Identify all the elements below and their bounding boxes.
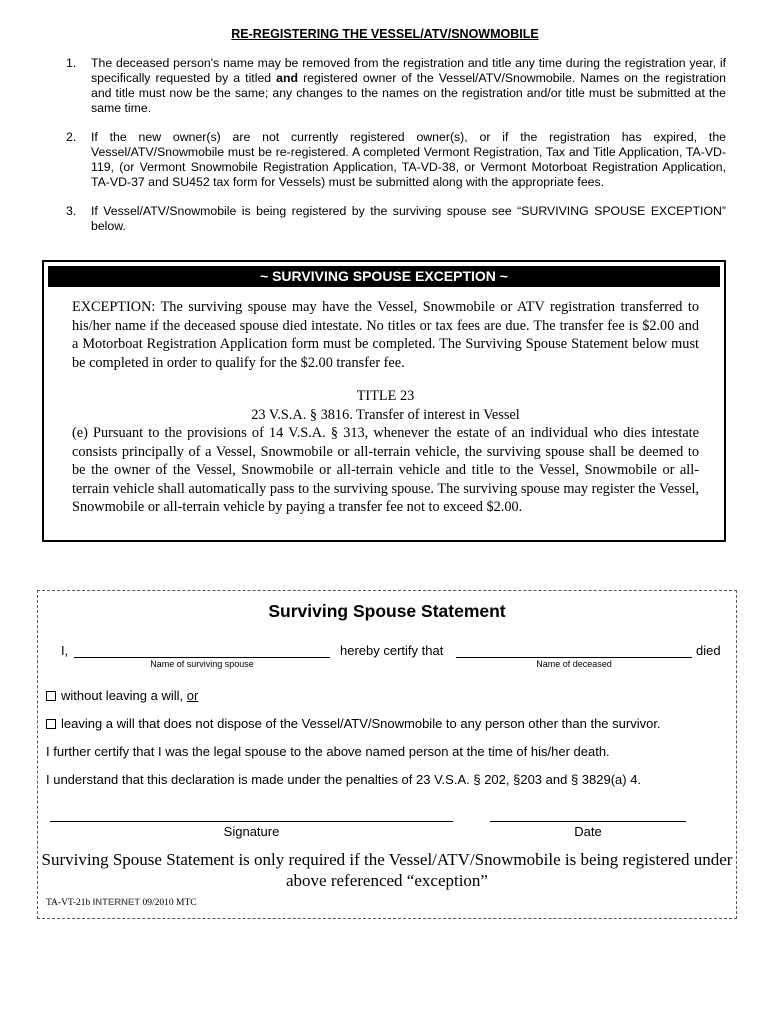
form-number: TA-VT-21b (46, 898, 91, 908)
exception-header: ~ SURVIVING SPOUSE EXCEPTION ~ (48, 266, 720, 287)
date-field[interactable] (490, 821, 686, 822)
list-item (66, 130, 726, 190)
item-text-continued: registered owner of the Vessel/ATV/Snowmobile. Names on the registration and title must now be the same; any changes to the names on the registration and/or title must be submitted at the same time. (91, 71, 726, 115)
item-number: 3. (66, 204, 77, 218)
option-will (46, 716, 661, 731)
instruction-list (66, 56, 726, 248)
item-text-bold: and (276, 71, 299, 85)
statute-block (72, 387, 699, 517)
option-no-will (46, 688, 198, 703)
statement-note: Surviving Spouse Statement is only required if the Vessel/ATV/Snowmobile is being registered under above referenced “exception” (41, 850, 733, 890)
certify-label: hereby certify that (340, 643, 444, 658)
i-label: I, (61, 643, 69, 658)
statute-section: 23 V.S.A. § 3816. Transfer of interest in Vessel (251, 406, 520, 423)
died-label: died (696, 643, 721, 658)
statute-text: (e) Pursuant to the provisions of 14 V.S.A. § 313, whenever the estate of an individual who dies intestate consists principally of a Vessel, Snowmobile or all-terrain vehicle, the surviving spouse shall be deemed to be the owner of the Vessel, Snowmobile or all-terrain vehicle and title to the Vessel, Snowmobile or all-terrain vehicle shall automatically pass to the surviving spouse. The surviving spouse may register the Vessel, Snowmobile or all-terrain vehicle by paying a transfer fee not to exceed $2.00. (72, 425, 699, 515)
will-label: leaving a will that does not dispose of the Vessel/ATV/Snowmobile to any person other than the survivor. (61, 716, 661, 731)
statement-title: Surviving Spouse Statement (268, 601, 506, 621)
form-id (46, 897, 197, 908)
list-item (66, 56, 726, 116)
date-caption: Date (574, 824, 602, 839)
list-item (66, 204, 726, 234)
signature-field[interactable] (50, 821, 453, 822)
deceased-name-field[interactable] (456, 657, 692, 658)
or-label: or (186, 688, 199, 703)
statement-box (37, 590, 737, 919)
item-number: 2. (66, 130, 77, 144)
will-checkbox[interactable] (46, 719, 56, 729)
form-internet-label: INTERNET (92, 897, 141, 908)
penalties-text: I understand that this declaration is made under the penalties of 23 V.S.A. § 202, §203 and § 3829(a) 4. (46, 772, 642, 787)
no-will-checkbox[interactable] (46, 691, 56, 701)
deceased-name-caption: Name of deceased (536, 659, 612, 669)
no-will-label: without leaving a will, (61, 688, 187, 703)
item-number: 1. (66, 56, 77, 70)
item-text: If Vessel/ATV/Snowmobile is being registered by the surviving spouse see “SURVIVING SPOUSE EXCEPTION” below. (91, 204, 726, 233)
statute-title: TITLE 23 (356, 388, 415, 404)
signature-caption: Signature (223, 824, 280, 839)
page-title: RE-REGISTERING THE VESSEL/ATV/SNOWMOBILE (231, 27, 539, 41)
item-text: The deceased person's name may be removed from the registration and title any time during the registration year, if specifically requested by a titled (91, 56, 726, 85)
exception-paragraph: EXCEPTION: The surviving spouse may have the Vessel, Snowmobile or ATV registration transferred to his/her name if the deceased spouse died intestate. No titles or tax fees are due. The transfer fee is $2.00 and a Motorboat Registration Application form must be completed. The Surviving Spouse Statement below must be completed in order to qualify for the $2.00 transfer fee. (72, 299, 699, 371)
spouse-name-caption: Name of surviving spouse (150, 659, 254, 669)
surviving-spouse-name-field[interactable] (74, 657, 330, 658)
further-certify-text: I further certify that I was the legal spouse to the above named person at the time of his/her death. (46, 744, 610, 759)
form-revision-date: 09/2010 MTC (142, 898, 197, 908)
item-text: If the new owner(s) are not currently registered owner(s), or if the registration has expired, the Vessel/ATV/Snowmobile must be re-registered. A completed Vermont Registration, Tax and Title Application, TA-VD-119, (or Vermont Snowmobile Registration Application, TA-VD-38, or Vermont Motorboat Registration Application, TA-VD-37 and SU452 tax form for Vessels) must be submitted along with the appropriate fees. (91, 130, 726, 189)
exception-box (42, 260, 726, 542)
